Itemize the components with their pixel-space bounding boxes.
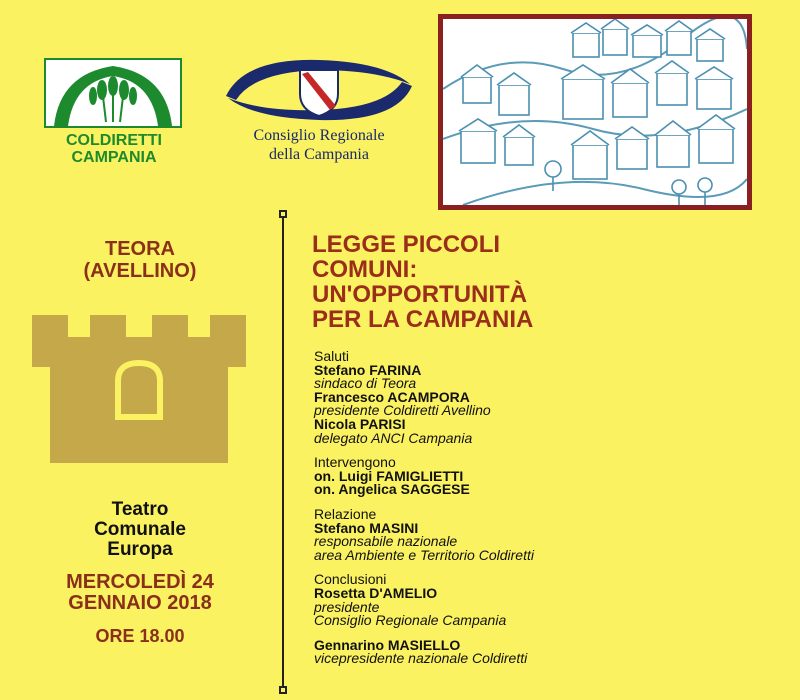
venue-line3: Europa [107,539,173,560]
divider-top-marker [279,210,287,218]
event-time: ORE 18.00 [95,626,185,646]
program-final [314,636,784,667]
village-drawing [438,14,752,210]
castle-tower-icon [32,315,246,463]
consiglio-line2: della Campania [269,146,369,163]
speaker-role: presidente Coldiretti Avellino [314,402,491,419]
title-line2: COMUNI: [312,256,418,283]
vertical-divider [282,214,284,690]
speaker-name: Nicola PARISI [314,415,406,432]
title-line3: UN'OPPORTUNITÀ [312,281,528,308]
conclusioni-label: Conclusioni [314,571,387,588]
speaker-name: Rosetta D'AMELIO [314,584,438,601]
date-month-year: GENNAIO 2018 [68,592,212,614]
speaker-name: Francesco ACAMPORA [314,388,470,405]
event-program [314,350,784,677]
speaker-name: Stefano MASINI [314,519,419,536]
speaker-role: presidente [314,598,380,615]
speaker-name: Gennarino MASIELLO [314,636,461,653]
speaker-name: on. Luigi FAMIGLIETTI [314,467,464,484]
coldiretti-line2: CAMPANIA [71,149,157,166]
intervengono-label: Intervengono [314,454,396,471]
saluti-label: Saluti [314,348,350,364]
speaker-role: area Ambiente e Territorio Coldiretti [314,546,534,563]
event-date [20,572,260,614]
program-intervengono [314,456,784,497]
consiglio-emblem-icon [214,56,424,124]
program-conclusioni [314,573,784,627]
speaker-role: Consiglio Regionale Campania [314,612,507,629]
program-saluti [314,350,784,445]
location-town: TEORA [105,238,175,260]
consiglio-logo [214,56,424,168]
location-province: (AVELLINO) [83,260,197,282]
speaker-role: vicepresidente nazionale Coldiretti [314,650,528,667]
wheat-emblem-icon [44,58,182,128]
consiglio-line1: Consiglio Regionale [253,127,385,144]
village-houses-icon [443,19,747,205]
date-day: MERCOLEDÌ 24 [66,571,214,593]
title-line4: PER LA CAMPANIA [312,306,534,333]
speaker-role: delegato ANCI Campania [314,429,473,446]
venue-line1: Teatro [111,499,169,520]
event-venue [20,500,260,560]
consiglio-name [214,126,424,164]
speaker-role: responsabile nazionale [314,533,458,550]
speaker-name: on. Angelica SAGGESE [314,481,470,498]
event-title [312,232,782,332]
coldiretti-logo [44,58,184,168]
divider-bottom-marker [279,686,287,694]
venue-line2: Comunale [94,519,186,540]
program-relazione [314,505,784,563]
coldiretti-name [44,132,184,166]
speaker-name: Stefano FARINA [314,361,422,378]
title-line1: LEGGE PICCOLI [312,231,501,258]
speaker-role: sindaco di Teora [314,375,417,392]
event-location [20,238,260,282]
coldiretti-line1: COLDIRETTI [66,132,162,149]
relazione-label: Relazione [314,505,377,522]
